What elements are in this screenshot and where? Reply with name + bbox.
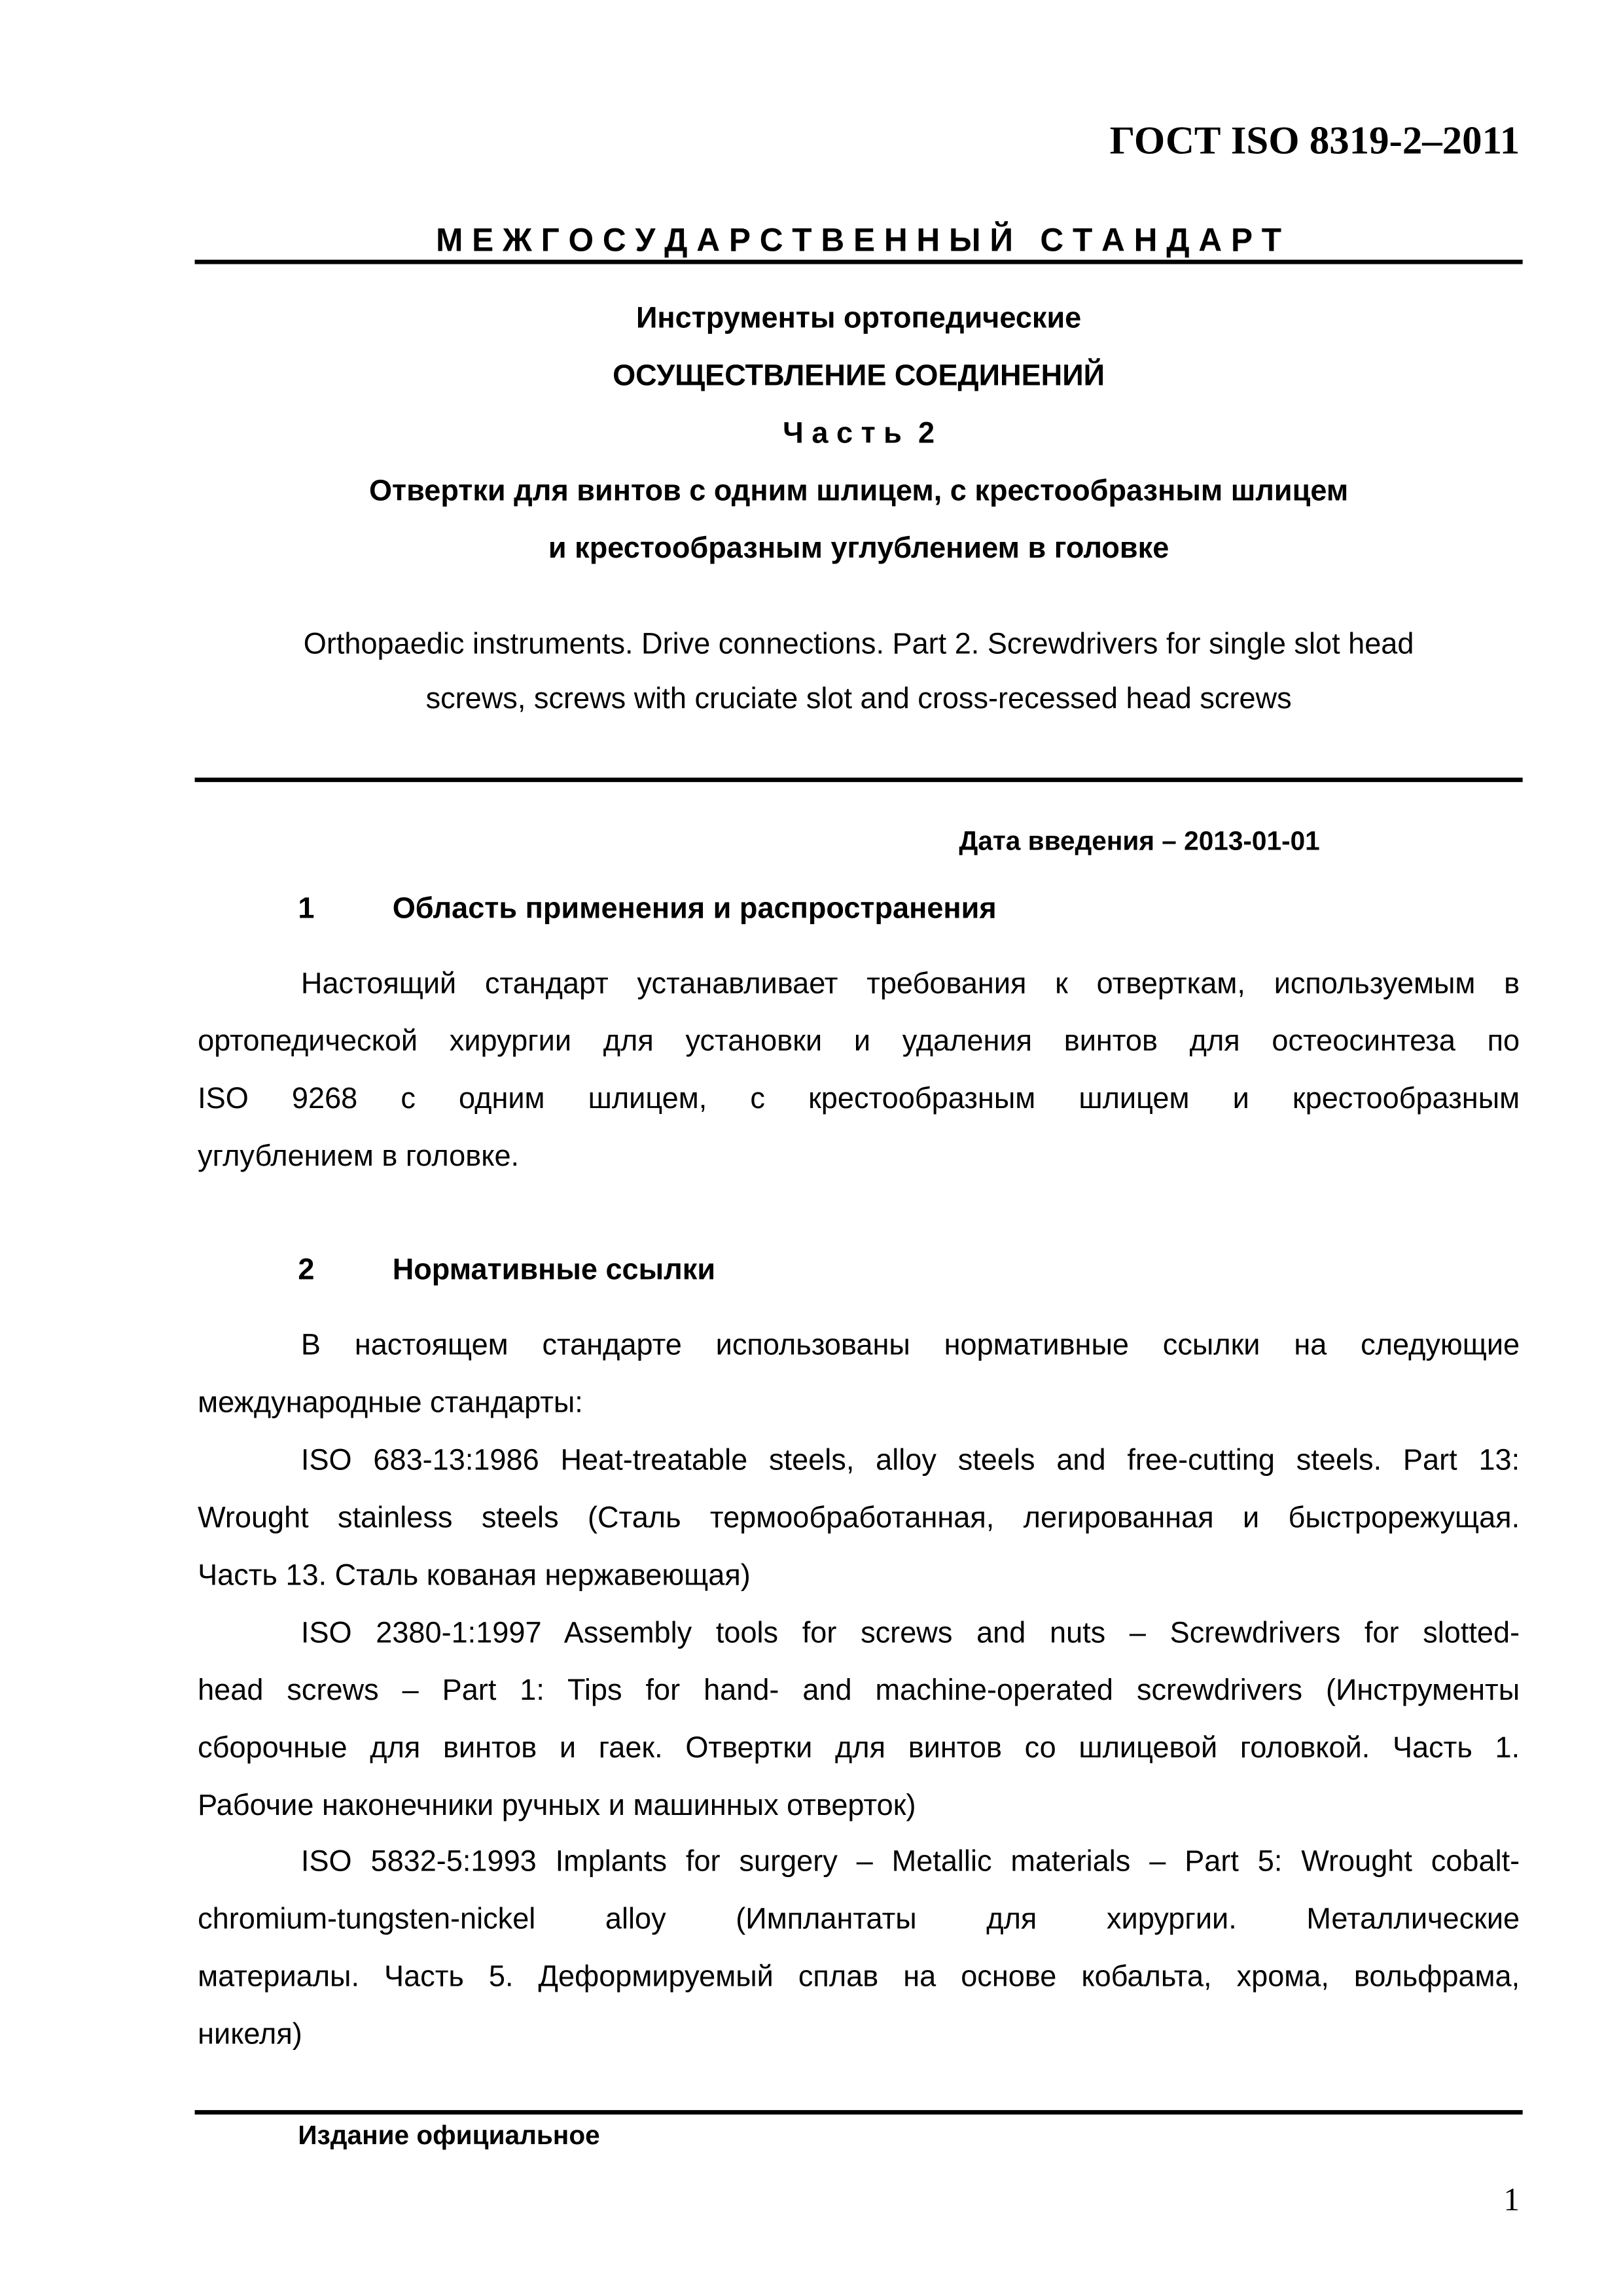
english-title-line-2: screws, screws with cruciate slot and cross-recessed head screws [425,683,1292,716]
text-line: ISO 9268 с одним шлицем, с крестообразным шлицем и крестообразным [198,1083,1520,1116]
section-1-number: 1 [298,892,315,925]
text-line: ISO 683-13:1986 Heat-treatable steels, alloy steels and free-cutting steels. Part 13: [300,1444,1520,1477]
standard-type: М Е Ж Г О С У Д А Р С Т В Е Н Н Ы Й С Т А Н Д А Р Т [436,221,1282,259]
text-line: сборочные для винтов и гаек. Отвертки для винтов со шлицевой головкой. Часть 1. [198,1732,1520,1765]
text-line: материалы. Часть 5. Деформируемый сплав на основе кобальта, хрома, вольфрама, [198,1961,1520,1994]
header-rule [195,260,1523,264]
text-line: Часть 13. Сталь кованая нержавеющая) [198,1560,751,1592]
section-2-heading: Нормативные ссылки [392,1254,716,1287]
english-title-line-1: Orthopaedic instruments. Drive connections. Part 2. Screwdrivers for single slot head [303,628,1414,662]
text-line: ISO 2380-1:1997 Assembly tools for screws and nuts – Screwdrivers for slotted- [300,1617,1520,1650]
reference-iso-683-13 [198,1433,1520,1605]
title-part: Ч а с т ь 2 [783,418,935,450]
title-line-4: Отвертки для винтов с одним шлицем, с крестообразным шлицем [368,475,1349,508]
section-1-paragraph [198,956,1520,1187]
title-line-5: и крестообразным углублением в головке [548,532,1169,565]
text-line: Настоящий стандарт устанавливает требования к отверткам, используемым в [300,967,1520,1001]
title-line-2: ОСУЩЕСТВЛЕНИЕ СОЕДИНЕНИЙ [613,360,1105,393]
text-line: ортопедической хирургии для установки и удаления винтов для остеосинтеза по [198,1025,1520,1058]
text-line: углублением в головке. [198,1140,520,1174]
text-line: ISO 5832-5:1993 Implants for surgery – Metallic materials – Part 5: Wrought cobalt- [300,1846,1520,1878]
text-line: Wrought stainless steels (Сталь термообработанная, легированная и быстрорежущая. [198,1502,1520,1535]
text-line: международные стандарты: [198,1387,583,1420]
text-line: В настоящем стандарте использованы нормативные ссылки на следующие [300,1329,1520,1362]
text-line: chromium-tungsten-nickel alloy (Имплантаты для хирургии. Металлические [198,1903,1520,1936]
page-number: 1 [1503,2181,1520,2218]
intro-date: Дата введения – 2013-01-01 [959,826,1320,856]
footer-rule [195,2110,1523,2115]
reference-iso-2380-1 [198,1605,1520,1836]
doc-number: ГОСТ ISO 8319-2–2011 [1109,118,1520,162]
text-line: head screws – Part 1: Tips for hand- and machine-operated screwdrivers (Инструменты [198,1674,1520,1708]
reference-iso-5832-5 [198,1834,1520,2064]
section-2-number: 2 [298,1254,315,1287]
text-line: Рабочие наконечники ручных и машинных отверток) [198,1789,916,1823]
text-line: никеля) [198,2018,302,2051]
section-1-heading: Область применения и распространения [392,892,997,925]
title-rule [195,778,1523,782]
edition-label: Издание официальное [298,2120,600,2150]
section-2-intro [198,1318,1520,1433]
title-line-1: Инструменты ортопедические [635,302,1082,335]
